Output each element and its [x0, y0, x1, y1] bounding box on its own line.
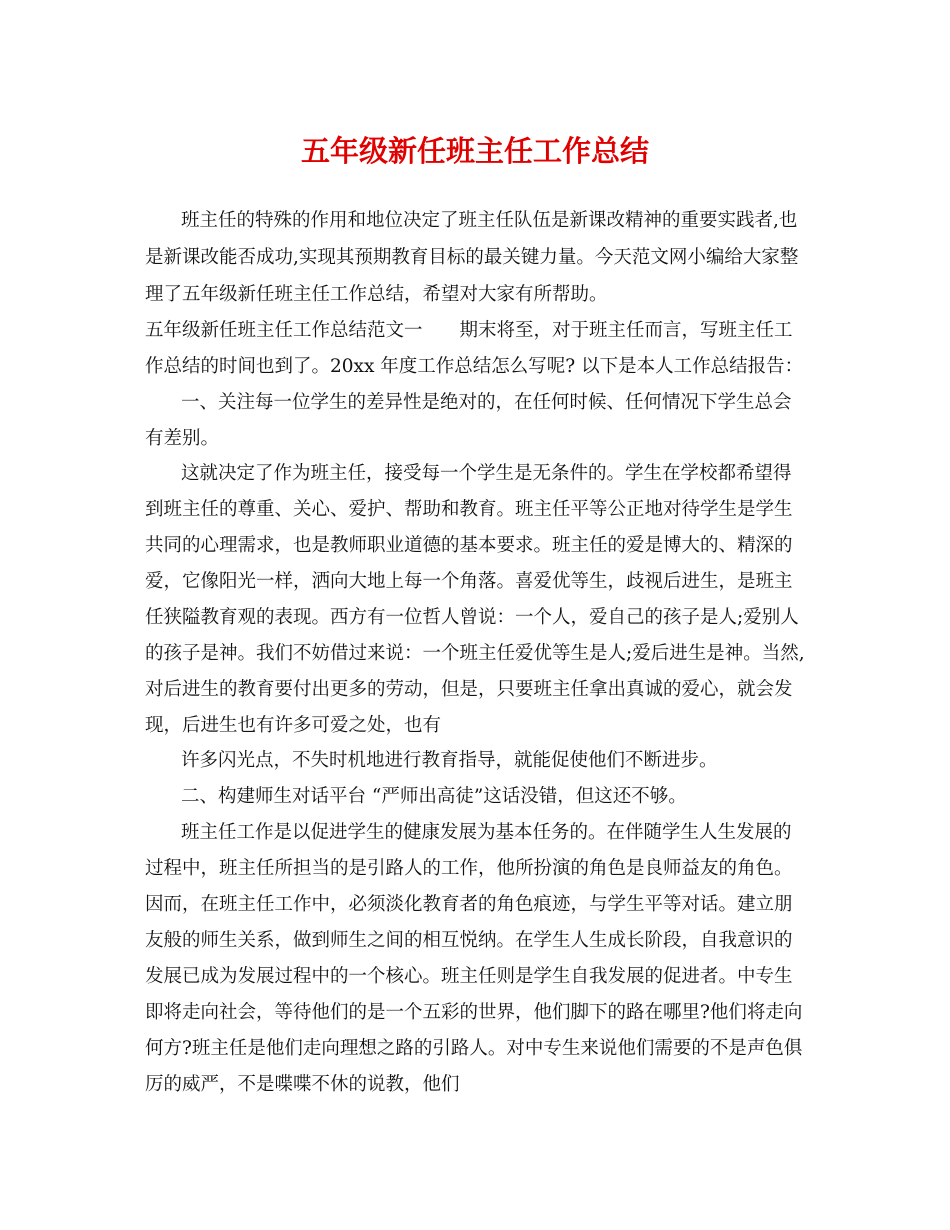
paragraph-line: 一、关注每一位学生的差异性是绝对的，在任何时候、任何情况下学生总会	[181, 392, 792, 413]
paragraph-line: 何方?班主任是他们走向理想之路的引路人。对中专生来说他们需要的不是声色俱	[145, 1038, 803, 1059]
paragraph-line: 发展已成为发展过程中的一个核心。班主任则是学生自我发展的促进者。中专生	[145, 966, 793, 987]
paragraph-line: 对后进生的教育要付出更多的劳动，但是，只要班主任拿出真诚的爱心，就会发	[145, 679, 793, 700]
paragraph-line: 班主任的特殊的作用和地位决定了班主任队伍是新课改精神的重要实践者,也	[181, 210, 798, 231]
paragraph-line: 这就决定了作为班主任，接受每一个学生是无条件的。学生在学校都希望得	[181, 463, 792, 484]
paragraph-line: 是新课改能否成功,实现其预期教育目标的最关键力量。今天范文网小编给大家整	[145, 247, 799, 268]
paragraph-line: 任狭隘教育观的表现。西方有一位哲人曾说：一个人，爱自己的孩子是人;爱别人	[145, 607, 799, 628]
paragraph-line: 许多闪光点，不失时机地进行教育指导，就能促使他们不断进步。	[181, 750, 718, 771]
paragraph-line: 五年级新任班主任工作总结范文一 期末将至，对于班主任而言，写班主任工	[145, 320, 793, 341]
paragraph-line: 到班主任的尊重、关心、爱护、帮助和教育。班主任平等公正地对待学生是学生	[145, 499, 793, 520]
paragraph-line: 班主任工作是以促进学生的健康发展为基本任务的。在伴随学生人生发展的	[181, 822, 792, 843]
paragraph-line: 共同的心理需求，也是教师职业道德的基本要求。班主任的爱是博大的、精深的	[145, 535, 793, 556]
paragraph-line: 厉的威严，不是喋喋不休的说教，他们	[145, 1074, 460, 1095]
document-title: 五年级新任班主任工作总结	[300, 134, 649, 168]
paragraph-line: 二、构建师生对话平台 “严师出高徒”这话没错，但这还不够。	[181, 786, 687, 807]
paragraph-line: 因而，在班主任工作中，必须淡化教育者的角色痕迹，与学生平等对话。建立朋	[145, 894, 793, 915]
paragraph-line: 有差别。	[145, 428, 220, 449]
paragraph-line: 的孩子是神。我们不妨借过来说：一个班主任爱优等生是人;爱后进生是神。当然,	[145, 643, 805, 664]
paragraph-line: 理了五年级新任班主任工作总结，希望对大家有所帮助。	[145, 284, 608, 305]
paragraph-line: 即将走向社会，等待他们的是一个五彩的世界，他们脚下的路在哪里?他们将走向	[145, 1002, 803, 1023]
paragraph-line: 过程中，班主任所担当的是引路人的工作，他所扮演的角色是良师益友的角色。	[145, 858, 793, 879]
paragraph-line: 爱，它像阳光一样，洒向大地上每一个角落。喜爱优等生，歧视后进生，是班主	[145, 571, 793, 592]
paragraph-line: 现，后进生也有许多可爱之处，也有	[145, 715, 442, 736]
paragraph-line: 友般的师生关系，做到师生之间的相互悦纳。在学生人生成长阶段，自我意识的	[145, 930, 793, 951]
paragraph-line: 作总结的时间也到了。20xx 年度工作总结怎么写呢? 以下是本人工作总结报告：	[145, 356, 804, 377]
